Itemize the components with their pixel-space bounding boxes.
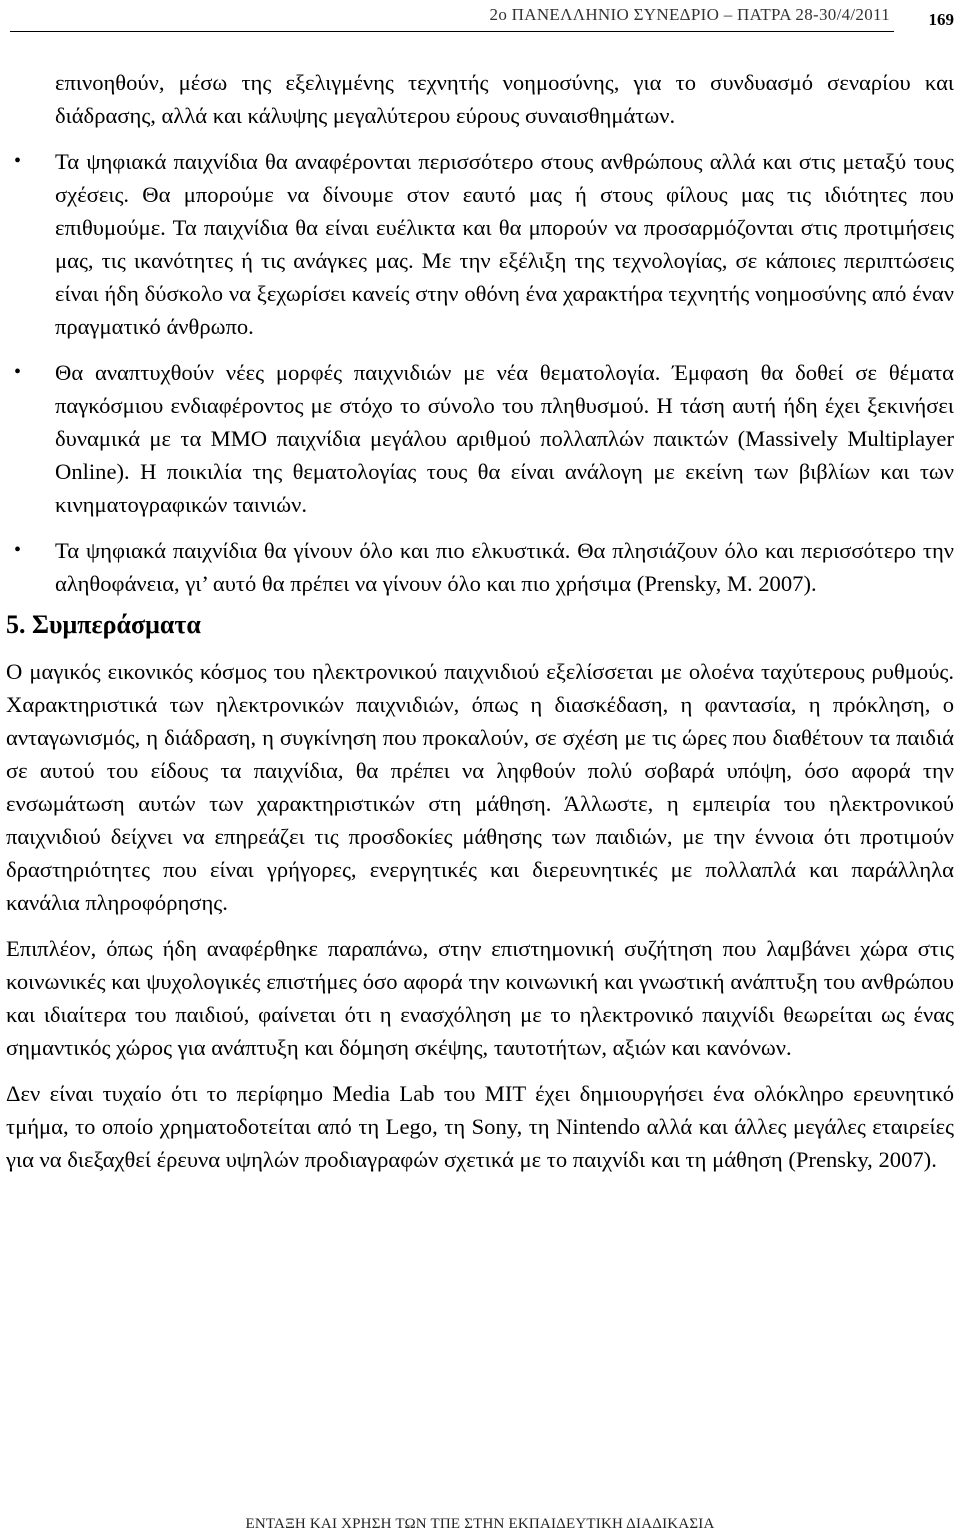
- list-item: [6, 145, 954, 343]
- body-paragraph: Ο μαγικός εικονικός κόσμος του ηλεκτρονικού παιχνιδιού εξελίσσεται με ολοένα ταχύτερους ρυθμούς. Χαρακτηριστικά των ηλεκτρονικών παιχνιδιών, όπως η διασκέδαση, η φαντασία, η πρόκληση, ο ανταγωνισμός, η διάδραση, η συγκίνηση που προκαλούν, σε σχέση με τις ώρες που διαθέτουν τα παιδιά σε αυτού του είδους τα παιχνίδια, θα πρέπει να ληφθούν πολύ σοβαρά υπόψη, όσο αφορά την ενσωμάτωση αυτών των χαρακτηριστικών στη μάθηση. Άλλωστε, η εμπειρία του ηλεκτρονικού παιχνιδιού δείχνει να επηρεάζει τις προσδοκίες μάθησης των παιδιών, με την έννοια ότι προτιμούν δραστηριότητες που είναι γρήγορες, ενεργητικές και διερευνητικές με πολλαπλά και παράλληλα κανάλια πληροφόρησης.: [6, 659, 954, 915]
- bullet-icon: •: [14, 361, 22, 383]
- body-paragraph: Δεν είναι τυχαίο ότι το περίφημο Media Lab του MIT έχει δημιουργήσει ένα ολόκληρο ερευνητικό τμήμα, το οποίο χρηματοδοτείται από τη Lego, τη Sony, τη Nintendo αλλά και άλλες μεγάλες εταιρείες για να διεξαχθεί έρευνα υψηλών προδιαγραφών σχετικά με το παιχνίδι και τη μάθηση (Prensky, 2007).: [6, 1081, 954, 1172]
- list-item-text: Τα ψηφιακά παιχνίδια θα αναφέρονται περισσότερο στους ανθρώπους αλλά και στις μεταξύ τους σχέσεις. Θα μπορούμε να δίνουμε στον εαυτό μας ή στους φίλους μας τις ιδιότητες που επιθυμούμε. Τα παιχνίδια θα είναι ευέλικτα και θα μπορούν να προσαρμόζονται στις προτιμήσεις μας, τις ικανότητες ή τις ανάγκες μας. Με την εξέλιξη της τεχνολογίας, σε κάποιες περιπτώσεις είναι ήδη δύσκολο να ξεχωρίσει κανείς στην οθόνη ένα χαρακτήρα τεχνητής νοημοσύνης από έναν πραγματικό άνθρωπο.: [55, 149, 954, 339]
- page-footer: ΕΝΤΑΞΗ ΚΑΙ ΧΡΗΣΗ ΤΩΝ ΤΠΕ ΣΤΗΝ ΕΚΠΑΙΔΕΥΤΙΚΗ ΔΙΑΔΙΚΑΣΙΑ: [245, 1516, 715, 1532]
- body-paragraph: Επιπλέον, όπως ήδη αναφέρθηκε παραπάνω, στην επιστημονική συζήτηση που λαμβάνει χώρα στις κοινωνικές και ψυχολογικές επιστήμες όσο αφορά την κοινωνική και γνωστική ανάπτυξη του ανθρώπου και ιδιαίτερα του παιδιού, φαίνεται ότι η ενασχόληση με το ηλεκτρονικό παιχνίδι θεωρείται ως ένας σημαντικός χώρος για ανάπτυξη και δόμηση σκέψης, ταυτοτήτων, αξιών και κανόνων.: [6, 936, 954, 1060]
- list-item: [6, 534, 954, 600]
- page-header: [10, 3, 894, 32]
- bullet-icon: •: [14, 539, 22, 561]
- section-heading: 5. Συμπεράσματα: [6, 610, 201, 639]
- list-item: [6, 356, 954, 521]
- conference-title: 2ο ΠΑΝΕΛΛΗΝΙΟ ΣΥΝΕΔΡΙΟ – ΠΑΤΡΑ 28-30/4/2011: [489, 5, 890, 24]
- bullet-icon: •: [14, 150, 22, 172]
- list-item-text: Θα αναπτυχθούν νέες μορφές παιχνιδιών με νέα θεματολογία. Έμφαση θα δοθεί σε θέματα παγκόσμιου ενδιαφέροντος με στόχο το σύνολο του πληθυσμού. Η τάση αυτή ήδη έχει ξεκινήσει δυναμικά με τα ΜΜΟ παιχνίδια μεγάλου αριθμού πολλαπλών παικτών (Massively Multiplayer Online). Η ποικιλία της θεματολογίας τους θα είναι ανάλογη με εκείνη των βιβλίων και των κινηματογραφικών ταινιών.: [55, 360, 954, 517]
- page-body: [6, 66, 954, 1176]
- list-item-text: Τα ψηφιακά παιχνίδια θα γίνουν όλο και πιο ελκυστικά. Θα πλησιάζουν όλο και περισσότερο την αληθοφάνεια, γι’ αυτό θα πρέπει να γίνουν όλο και πιο χρήσιμα (Prensky, M. 2007).: [55, 538, 954, 596]
- continuation-paragraph: επινοηθούν, μέσω της εξελιγμένης τεχνητής νοημοσύνης, για το συνδυασμό σεναρίου και διάδρασης, αλλά και κάλυψης μεγαλύτερου εύρους συναισθημάτων.: [55, 70, 954, 128]
- page-number: 169: [928, 10, 954, 29]
